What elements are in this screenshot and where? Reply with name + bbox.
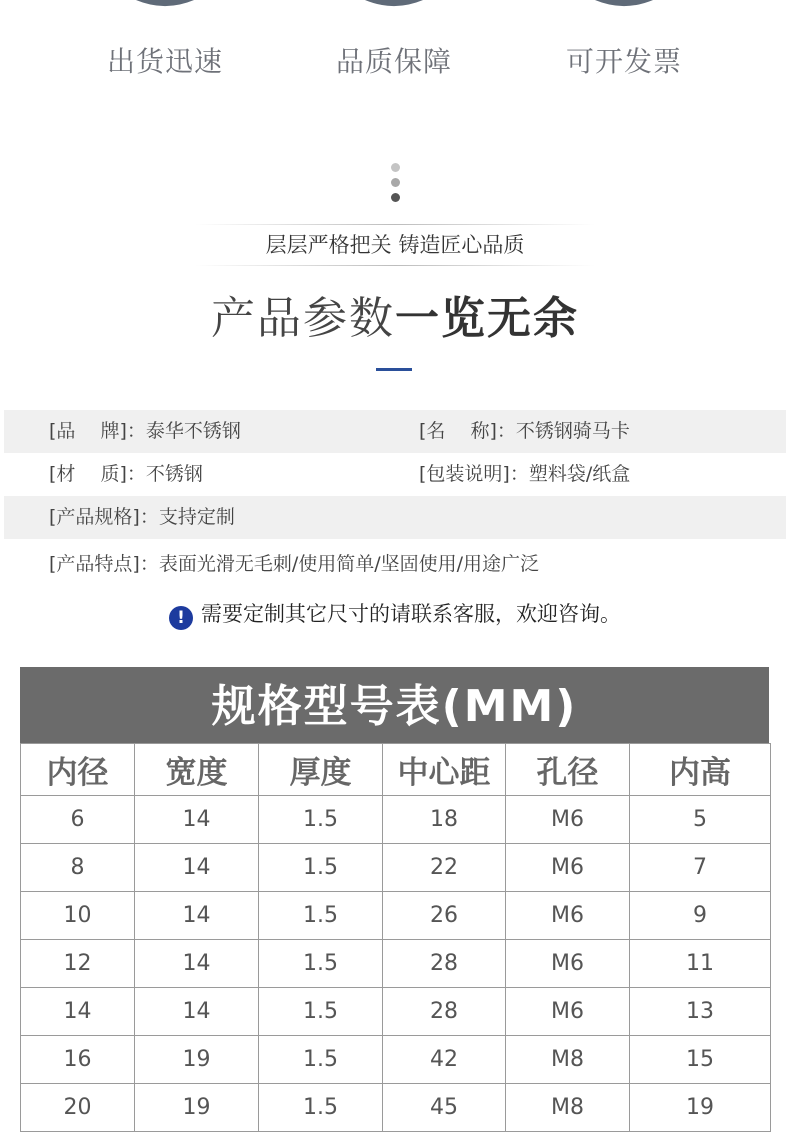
param-row: [4, 410, 786, 453]
header-hole-diameter: 孔径: [506, 744, 630, 796]
table-row: [21, 988, 771, 1036]
table-cell: M6: [506, 844, 630, 892]
param-brand: [品 牌]：泰华不锈钢: [49, 420, 241, 442]
page-title: [0, 282, 790, 346]
table-cell: 1.5: [259, 844, 383, 892]
page-title-part1: 产品参数: [211, 293, 395, 344]
table-cell: 5: [630, 796, 771, 844]
shield-icon: [574, 0, 674, 26]
table-cell: 18: [383, 796, 506, 844]
page-title-part2: 一览无余: [395, 293, 579, 344]
param-material: [材 质]：不锈钢: [49, 463, 203, 485]
table-cell: 22: [383, 844, 506, 892]
spec-header-row: [21, 744, 771, 796]
table-cell: 1.5: [259, 892, 383, 940]
table-row: [21, 892, 771, 940]
table-cell: 1.5: [259, 1036, 383, 1084]
table-row: [21, 1036, 771, 1084]
table-cell: 14: [135, 844, 259, 892]
table-cell: 19: [135, 1036, 259, 1084]
table-cell: 28: [383, 988, 506, 1036]
tagline-divider-bottom: [195, 265, 595, 266]
table-cell: 42: [383, 1036, 506, 1084]
param-row: [4, 539, 786, 589]
table-cell: 11: [630, 940, 771, 988]
dot-mid: [391, 178, 400, 187]
table-cell: 26: [383, 892, 506, 940]
header-inner-diameter: 内径: [21, 744, 135, 796]
table-cell: M6: [506, 892, 630, 940]
shield-icon: [344, 0, 444, 26]
param-spec: [产品规格]：支持定制: [49, 506, 235, 528]
table-row: [21, 796, 771, 844]
table-cell: 28: [383, 940, 506, 988]
table-cell: 45: [383, 1084, 506, 1132]
tagline-divider-top: [195, 224, 595, 225]
table-cell: 14: [135, 892, 259, 940]
header-thickness: 厚度: [259, 744, 383, 796]
tagline-text: 层层严格把关 铸造匠心品质: [265, 233, 525, 257]
param-row: [4, 496, 786, 539]
param-row: [4, 453, 786, 496]
title-accent-bar: [376, 368, 412, 371]
table-row: [21, 844, 771, 892]
table-cell: 10: [21, 892, 135, 940]
table-cell: 19: [135, 1084, 259, 1132]
header-center-distance: 中心距: [383, 744, 506, 796]
spec-table: [20, 743, 771, 1132]
table-cell: 12: [21, 940, 135, 988]
decorative-dots: [389, 163, 401, 208]
table-cell: 1.5: [259, 1084, 383, 1132]
table-cell: 7: [630, 844, 771, 892]
header-width: 宽度: [135, 744, 259, 796]
table-row: [21, 940, 771, 988]
table-cell: 16: [21, 1036, 135, 1084]
header-inner-height: 内高: [630, 744, 771, 796]
table-cell: 8: [21, 844, 135, 892]
table-cell: M6: [506, 940, 630, 988]
product-params: [4, 410, 786, 589]
table-cell: 14: [135, 988, 259, 1036]
table-cell: 14: [135, 796, 259, 844]
table-cell: 15: [630, 1036, 771, 1084]
table-cell: M8: [506, 1036, 630, 1084]
spec-table-title: 规格型号表(MM): [20, 667, 769, 743]
param-packaging: [包装说明]：塑料袋/纸盒: [419, 463, 631, 485]
table-cell: 1.5: [259, 796, 383, 844]
feature-label-quality: 品质保障: [335, 45, 452, 78]
table-cell: 6: [21, 796, 135, 844]
table-cell: 19: [630, 1084, 771, 1132]
param-name: [名 称]：不锈钢骑马卡: [419, 420, 630, 442]
table-row: [21, 1084, 771, 1132]
feature-label-shipping: 出货迅速: [106, 45, 223, 78]
table-cell: M8: [506, 1084, 630, 1132]
table-cell: 20: [21, 1084, 135, 1132]
exclamation-icon: !: [169, 606, 193, 630]
param-features: [产品特点]：表面光滑无毛刺/使用简单/坚固使用/用途广泛: [49, 553, 540, 575]
feature-label-invoice: 可开发票: [565, 45, 682, 78]
dot-dark: [391, 193, 400, 202]
table-cell: 13: [630, 988, 771, 1036]
table-cell: 1.5: [259, 940, 383, 988]
table-cell: M6: [506, 796, 630, 844]
table-cell: 1.5: [259, 988, 383, 1036]
custom-size-notice: [0, 598, 790, 630]
dot-light: [391, 163, 400, 172]
table-cell: M6: [506, 988, 630, 1036]
table-cell: 14: [135, 940, 259, 988]
shield-icon: [115, 0, 215, 26]
table-cell: 9: [630, 892, 771, 940]
table-cell: 14: [21, 988, 135, 1036]
tagline: [195, 224, 595, 266]
notice-text: 需要定制其它尺寸的请联系客服，欢迎咨询。: [201, 602, 621, 626]
